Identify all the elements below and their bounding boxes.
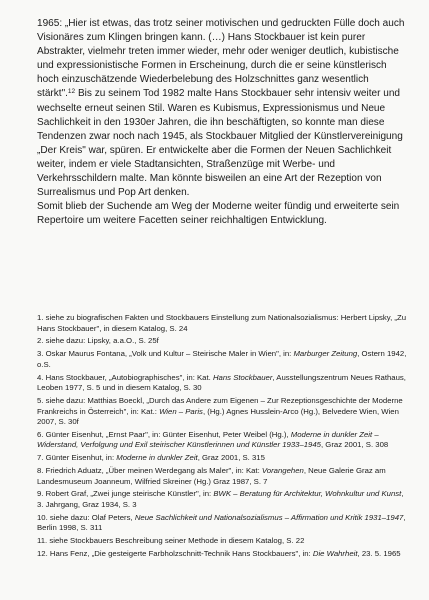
footnote-item: [37, 349, 411, 370]
footnote-number: 5.: [37, 395, 44, 405]
footnotes-list: [37, 313, 411, 562]
footnote-title: Neue Sachlichkeit und Nationalsozialismus – Affirmation und Kritik 1931–1947: [134, 512, 404, 522]
footnote-text: Hans Fenz, „Die gesteigerte Farbholzschnitt-Technik Hans Stockbauers", in:: [47, 548, 313, 558]
footnote-text-end: , Berlin 1998, S. 311: [37, 512, 406, 533]
footnote-text: siehe dazu: Matthias Boeckl, „Durch das Andere zum Eigenen – Zur Rezeptionsgeschichte der Moderne Frankreichs in Österreich", in: Kat.:: [37, 395, 403, 416]
footnote-item: [37, 313, 411, 334]
footnote-number: 6.: [37, 429, 44, 439]
footnote-item: [37, 489, 411, 510]
paragraph-1: [37, 17, 409, 200]
footnote-text-end: , Neue Galerie Graz am Landesmuseum Joanneum, Wilfried Skreiner (Hg.) Graz 1987, S. 7: [37, 466, 386, 486]
footnote-number: 3.: [37, 349, 44, 359]
footnote-text: Robert Graf, „Zwei junge steirische Künstler", in:: [43, 489, 214, 499]
footnote-text: siehe dazu: Lipsky, a.a.O., S. 25f: [43, 336, 159, 346]
footnote-title: Moderne in dunkler Zeit: [116, 453, 198, 463]
footnote-title: Moderne in dunkler Zeit – Widerstand, Verfolgung und Exil steirischer Künstlerinnen und Künstler 1933–1945: [37, 429, 379, 450]
footnote-item: [37, 396, 411, 428]
footnote-number: 2.: [37, 336, 44, 346]
footnote-item: [37, 513, 411, 534]
footnote-title: Die Wahrheit: [312, 548, 358, 558]
footnote-title: BWK – Beratung für Architektur, Wohnkultur und Kunst: [213, 489, 402, 499]
footnote-item: [37, 549, 411, 560]
footnote-text: Friedrich Aduatz, „Über meinen Werdegang als Maler", in: Kat:: [43, 466, 262, 476]
footnote-number: 9.: [37, 489, 44, 499]
footnote-number: 10.: [37, 512, 48, 522]
footnote-number: 11.: [37, 536, 48, 546]
footnote-title: Hans Stockbauer: [212, 372, 273, 382]
footnote-item: [37, 536, 411, 547]
footnote-text: Günter Eisenhut, „Ernst Paar", in: Günter Eisenhut, Peter Weibel (Hg.),: [43, 429, 291, 439]
footnote-item: [37, 466, 411, 487]
footnote-item: [37, 430, 411, 451]
footnote-text-end: , Graz 2001, S. 308: [320, 440, 389, 450]
footnote-title: Marburger Zeitung: [293, 349, 358, 359]
footnote-item: [37, 336, 411, 347]
paragraph-2: Somit blieb der Suchende am Weg der Moderne weiter fündig und erweiterte sein Repertoire um weitere Facetten seiner reichhaltigen Entwicklung.: [37, 201, 400, 227]
footnote-title: Vorangehen: [261, 466, 304, 476]
footnote-number: 1.: [37, 313, 44, 322]
main-text: [37, 17, 409, 228]
footnote-item: [37, 453, 411, 464]
footnote-text-end: , (Hg.) Agnes Husslein-Arco (Hg.), Belvedere Wien, Wien 2007, S. 30f: [37, 406, 399, 427]
footnote-text-end: , Ausstellungszentrum Neues Rathaus, Leoben 1977, S. 5 und in diesem Katalog, S. 30: [37, 372, 406, 393]
footnote-number: 8.: [37, 466, 44, 476]
footnote-text: siehe zu biografischen Fakten und Stockbauers Einstellung zum Nationalsozialismus: Herbert Lipsky, „Zu Hans Stockbauer", in diesem Katalog, S. 24: [37, 313, 407, 333]
footnote-text: siehe dazu: Olaf Peters,: [47, 512, 135, 522]
footnote-text-end: , Graz 2001, S. 315: [197, 453, 265, 463]
footnote-number: 4.: [37, 372, 44, 382]
footnote-ref-12[interactable]: 12: [67, 88, 76, 96]
paragraph-1-text-a: 1965: „Hier ist etwas, das trotz seiner motivischen und gedruckten Fülle doch auch Visionäres zum Klingen bringen kann. (…) Hans Stockbauer ist kein purer Abstrakter, vielmehr treten immer wieder, mehr oder weniger deutlich, kubistische und expressionistische Formen in Erscheinung, durch die er seine künstlerisch hoch einzuschätzende Wiederbelebung des Holzschnittes ganz wesentlich stärkt".: [37, 18, 405, 100]
footnote-title: Wien – Paris: [159, 406, 203, 416]
footnote-text-end: , 3. Jahrgang, Graz 1934, S. 3: [37, 489, 404, 509]
footnote-number: 12.: [37, 548, 48, 558]
footnote-text: Hans Stockbauer, „Autobiographisches", in: Kat.: [43, 372, 213, 382]
footnote-number: 7.: [37, 453, 44, 463]
footnote-item: [37, 373, 411, 394]
footnote-text: Günter Eisenhut, in:: [43, 453, 117, 463]
paragraph-1-text-b: Bis zu seinem Tod 1982 malte Hans Stockbauer sehr intensiv weiter und wechselte erneut seinen Stil. Waren es Kubismus, Expressionismus und Neue Sachlichkeit in den 1930er Jahren, die ihn beschäftigten, so konnte man diese Tendenzen zwar noch nach 1945, als Stockbauer Mitglied der Künstlervereinigung „Der Kreis" war, spüren. Er entwickelte aber die Formen der Neuen Sachlichkeit weiter, indem er viele Stadtansichten, Straßenzüge mit Werbe- und Verkehrsschildern malte. Man könnte bisweilen an eine Art der Rezeption von Surrealismus und Pop Art denken.: [37, 88, 403, 199]
footnote-text: siehe Stockbauers Beschreibung seiner Methode in diesem Katalog, S. 22: [47, 536, 305, 546]
footnote-text-end: , 23. 5. 1965: [357, 548, 401, 558]
footnote-text-end: , Ostern 1942, o.S.: [37, 349, 407, 369]
footnote-text: Oskar Maurus Fontana, „Volk und Kultur – Steirische Maler in Wien", in:: [43, 349, 294, 359]
